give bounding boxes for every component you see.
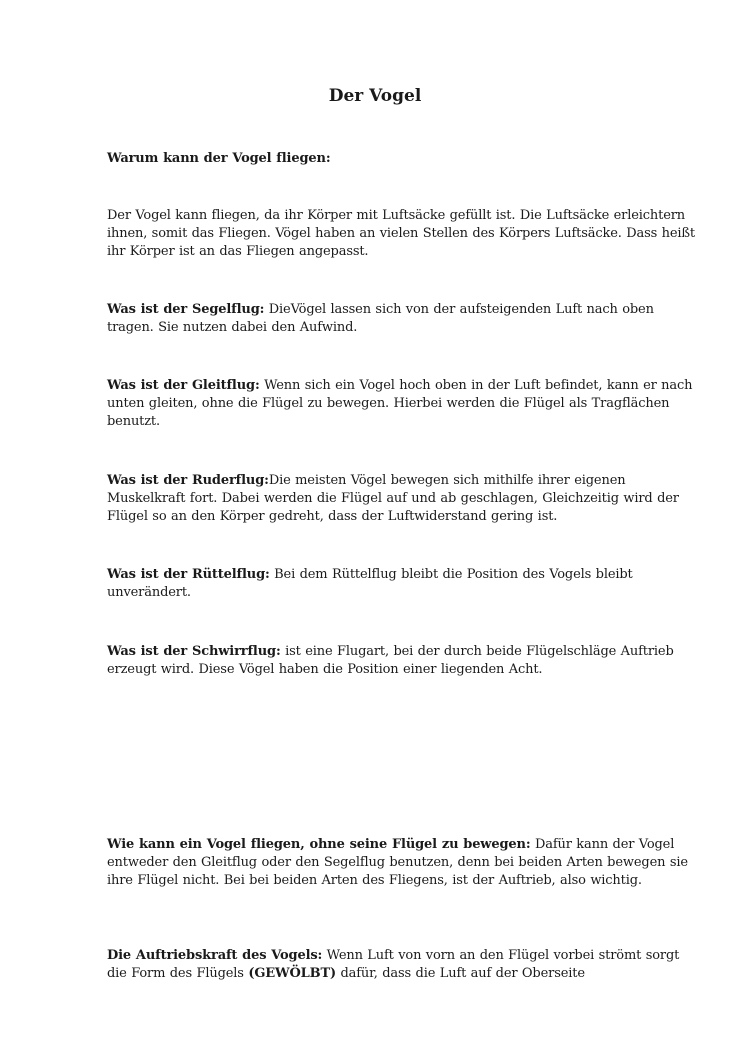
section-fliegen-ohne-fluegel xyxy=(107,836,697,891)
section-text: Wenn Luft von vorn an den Flügel vorbei strömt sorgt die Form des Flügels xyxy=(107,948,680,982)
section-heading: Was ist der Segelflug: xyxy=(107,302,265,317)
page-title: Der Vogel xyxy=(328,86,422,106)
section-heading: Wie kann ein Vogel fliegen, ohne seine Flügel zu bewegen: xyxy=(107,837,531,852)
section-heading: Was ist der Schwirrflug: xyxy=(107,644,281,659)
section-segelflug xyxy=(107,301,697,337)
section-text: Bei dem Rüttelflug bleibt die Position des Vogels bleibt unverändert. xyxy=(107,567,633,601)
section-text: Dafür kann der Vogel entweder den Gleitflug oder den Segelflug benutzen, denn bei beiden Arten bewegen sie ihre Flügel nicht. Bei bei beiden Arten des Fliegens, ist der Auftrieb, also wichtig. xyxy=(107,837,688,889)
section-text: DieVögel lassen sich von der aufsteigenden Luft nach oben tragen. Sie nutzen dabei den Aufwind. xyxy=(107,302,654,336)
section-auftriebskraft xyxy=(107,947,697,983)
section-heading: Die Auftriebskraft des Vogels: xyxy=(107,948,323,963)
section-gleitflug xyxy=(107,377,697,432)
section-text-continued: dafür, dass die Luft auf der Oberseite xyxy=(336,966,585,982)
section-heading: Was ist der Rüttelflug: xyxy=(107,567,270,582)
section-text: ist eine Flugart, bei der durch beide Flügelschläge Auftrieb erzeugt wird. Diese Vögel haben die Position einer liegenden Acht. xyxy=(107,644,674,678)
section-ruderflug xyxy=(107,472,697,527)
emphasis-text: (GEWÖLBT) xyxy=(248,966,337,982)
intro-heading xyxy=(107,150,697,168)
section-ruettelflug xyxy=(107,566,697,602)
intro-paragraph: Der Vogel kann fliegen, da ihr Körper mit Luftsäcke gefüllt ist. Die Luftsäcke erleichtern ihnen, somit das Fliegen. Vögel haben an vielen Stellen des Körpers Luftsäcke. Dass heißt ihr Körper ist an das Fliegen angepasst. xyxy=(107,208,696,260)
section-heading: Was ist der Ruderflug: xyxy=(107,473,269,488)
section-text: Wenn sich ein Vogel hoch oben in der Luft befindet, kann er nach unten gleiten, ohne die Flügel zu bewegen. Hierbei werden die Flügel als Tragflächen benutzt. xyxy=(107,378,693,430)
intro-heading-text: Warum kann der Vogel fliegen: xyxy=(107,151,331,166)
section-heading: Was ist der Gleitflug: xyxy=(107,378,260,393)
section-text: Die meisten Vögel bewegen sich mithilfe ihrer eigenen Muskelkraft fort. Dabei werden die Flügel auf und ab geschlagen, Gleichzeitig wird der Flügel so an den Körper gedreht, dass der Luftwiderstand gering ist. xyxy=(107,473,679,525)
section-schwirrflug xyxy=(107,643,697,679)
